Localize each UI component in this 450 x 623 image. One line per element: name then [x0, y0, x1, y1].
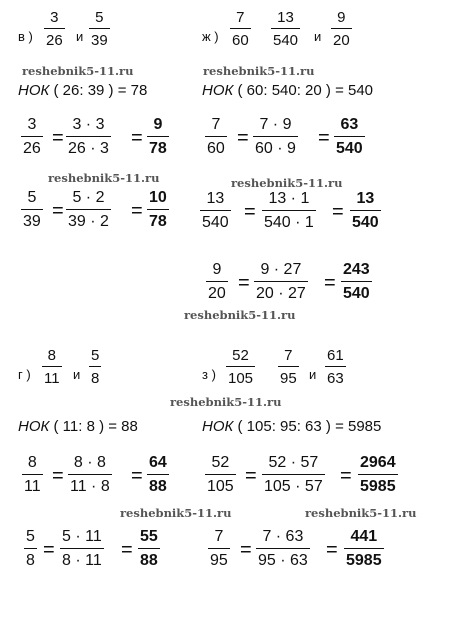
denominator: 540	[343, 285, 370, 302]
problem-g-lcm	[18, 419, 138, 434]
problem-g-row2-fraction-a	[24, 529, 37, 569]
watermark: reshebnik5-11.ru	[203, 64, 315, 78]
numerator: 5	[27, 189, 37, 206]
equals-sign: =	[131, 200, 143, 222]
problem-z-row2-fraction-b	[256, 529, 310, 569]
denominator: 540	[273, 32, 299, 49]
problem-z-fraction-1	[226, 348, 255, 386]
problem-g-row1-fraction-result	[147, 455, 169, 495]
equals-sign: =	[52, 465, 64, 487]
problem-zh-label: ж )	[202, 29, 219, 44]
numerator: 8 · 8	[73, 454, 106, 471]
equals-sign: =	[240, 539, 252, 561]
lcm-expression: ( 60: 540: 20 ) = 540	[233, 82, 374, 99]
denominator: 26	[46, 32, 63, 49]
equals-sign: =	[245, 465, 257, 487]
problem-z-row2-fraction-result	[344, 529, 384, 569]
numerator: 3 · 3	[72, 116, 105, 133]
problem-zh-lcm	[202, 83, 373, 98]
problem-g-row2-fraction-result	[138, 529, 160, 569]
denominator: 88	[149, 478, 167, 495]
problem-g-row1-fraction-a	[22, 455, 43, 495]
equals-sign: =	[244, 201, 256, 223]
numerator: 10	[149, 189, 167, 206]
equals-sign: =	[121, 539, 133, 561]
numerator: 64	[149, 454, 167, 471]
lcm-expression: ( 105: 95: 63 ) = 5985	[233, 418, 382, 435]
problem-z-lcm	[202, 419, 381, 434]
denominator: 105 · 57	[264, 478, 323, 495]
watermark: reshebnik5-11.ru	[22, 64, 134, 78]
problem-z-row2-fraction-a	[208, 529, 230, 569]
problem-z-fraction-2	[278, 348, 299, 386]
numerator: 7	[236, 9, 245, 26]
problem-zh-row1-fraction-result	[334, 117, 365, 157]
problem-g-row1-fraction-b	[68, 455, 112, 495]
numerator: 13	[356, 190, 375, 207]
problem-z-row1-fraction-b	[262, 455, 325, 495]
problem-zh-row2-fraction-result	[350, 191, 381, 231]
denominator: 5985	[360, 478, 396, 495]
denominator: 11	[24, 478, 41, 495]
equals-sign: =	[318, 127, 330, 149]
denominator: 20	[333, 32, 350, 49]
numerator: 7 · 63	[262, 528, 304, 545]
problem-v-row1-fraction-b	[66, 117, 111, 157]
problem-zh-fraction-3	[331, 10, 352, 48]
denominator: 105	[228, 370, 254, 387]
denominator: 26 · 3	[68, 140, 109, 157]
numerator: 3	[27, 116, 37, 133]
watermark: reshebnik5-11.ru	[120, 506, 232, 520]
problem-g-label: г )	[18, 367, 31, 382]
problem-zh-conjunction: и	[314, 29, 322, 44]
numerator: 7	[214, 528, 224, 545]
denominator: 8	[91, 370, 100, 387]
problem-zh-row3-fraction-b	[254, 262, 308, 302]
problem-zh-row2-fraction-b	[262, 191, 316, 231]
problem-v-fraction-1	[44, 10, 65, 48]
problem-v-row2-fraction-b	[66, 190, 111, 230]
problem-zh-row3-fraction-a	[206, 262, 228, 302]
lcm-expression: ( 11: 8 ) = 88	[49, 418, 138, 435]
lcm-expression: ( 26: 39 ) = 78	[49, 82, 148, 99]
numerator: 9 · 27	[260, 261, 302, 278]
problem-g-fraction-1	[42, 348, 62, 386]
watermark: reshebnik5-11.ru	[231, 176, 343, 190]
denominator: 39	[91, 32, 108, 49]
problem-g-conjunction: и	[73, 367, 81, 382]
denominator: 20 · 27	[256, 285, 306, 302]
problem-z-row1-fraction-a	[205, 455, 236, 495]
watermark: reshebnik5-11.ru	[48, 171, 160, 185]
problem-v-conjunction: и	[76, 29, 84, 44]
denominator: 95 · 63	[258, 552, 308, 569]
equals-sign: =	[131, 127, 143, 149]
equals-sign: =	[238, 272, 250, 294]
problem-z-conjunction: и	[309, 367, 317, 382]
denominator: 8 · 11	[62, 552, 102, 569]
numerator: 55	[140, 528, 158, 545]
numerator: 9	[337, 9, 346, 26]
numerator: 5 · 2	[72, 189, 105, 206]
problem-v-row1-fraction-a	[21, 117, 43, 157]
equals-sign: =	[43, 539, 55, 561]
problem-v-lcm	[18, 83, 147, 98]
denominator: 95	[210, 552, 228, 569]
problem-zh-fraction-1	[230, 10, 251, 48]
equals-sign: =	[52, 200, 64, 222]
denominator: 540 · 1	[264, 214, 314, 231]
numerator: 5	[26, 528, 35, 545]
problem-v-fraction-2	[89, 10, 110, 48]
problem-z-fraction-3	[325, 348, 346, 386]
lcm-prefix: НОК	[202, 82, 234, 99]
problem-v-row2-fraction-result	[147, 190, 169, 230]
numerator: 7	[284, 347, 293, 364]
watermark: reshebnik5-11.ru	[170, 395, 282, 409]
equals-sign: =	[326, 539, 338, 561]
problem-zh-row3-fraction-result	[341, 262, 372, 302]
problem-v-row2-fraction-a	[21, 190, 43, 230]
watermark: reshebnik5-11.ru	[184, 308, 296, 322]
denominator: 60 · 9	[255, 140, 296, 157]
problem-zh-fraction-2	[271, 10, 300, 48]
denominator: 78	[149, 213, 167, 230]
lcm-prefix: НОК	[202, 418, 234, 435]
problem-g-row2-fraction-b	[60, 529, 104, 569]
denominator: 39	[23, 213, 41, 230]
equals-sign: =	[332, 201, 344, 223]
numerator: 8	[27, 454, 37, 471]
problem-z-row1-fraction-result	[358, 455, 398, 495]
numerator: 52	[232, 347, 249, 364]
problem-z-label: з )	[202, 367, 216, 382]
denominator: 540	[202, 214, 229, 231]
denominator: 8	[26, 552, 35, 569]
lcm-prefix: НОК	[18, 82, 50, 99]
watermark: reshebnik5-11.ru	[305, 506, 417, 520]
problem-zh-row1-fraction-a	[205, 117, 227, 157]
numerator: 9	[212, 261, 222, 278]
denominator: 11 · 8	[70, 478, 110, 495]
denominator: 78	[149, 140, 167, 157]
denominator: 105	[207, 478, 234, 495]
denominator: 39 · 2	[68, 213, 109, 230]
numerator: 8	[47, 347, 56, 364]
problem-zh-row2-fraction-a	[200, 191, 231, 231]
lcm-prefix: НОК	[18, 418, 50, 435]
numerator: 441	[350, 528, 378, 545]
denominator: 11	[44, 370, 60, 387]
denominator: 88	[140, 552, 158, 569]
equals-sign: =	[52, 127, 64, 149]
denominator: 63	[327, 370, 344, 387]
numerator: 2964	[360, 454, 396, 471]
numerator: 243	[343, 261, 370, 278]
denominator: 26	[23, 140, 41, 157]
numerator: 7	[211, 116, 221, 133]
numerator: 5	[95, 9, 104, 26]
numerator: 9	[153, 116, 163, 133]
denominator: 5985	[346, 552, 382, 569]
problem-zh-row1-fraction-b	[253, 117, 298, 157]
problem-g-fraction-2	[89, 348, 101, 386]
denominator: 20	[208, 285, 226, 302]
equals-sign: =	[131, 465, 143, 487]
denominator: 540	[336, 140, 363, 157]
denominator: 60	[207, 140, 225, 157]
denominator: 95	[280, 370, 297, 387]
numerator: 13	[277, 9, 294, 26]
numerator: 52 · 57	[268, 454, 319, 471]
numerator: 3	[50, 9, 59, 26]
equals-sign: =	[340, 465, 352, 487]
problem-v-row1-fraction-result	[147, 117, 169, 157]
denominator: 540	[352, 214, 379, 231]
numerator: 13 · 1	[268, 190, 310, 207]
denominator: 60	[232, 32, 249, 49]
numerator: 61	[327, 347, 344, 364]
equals-sign: =	[324, 272, 336, 294]
numerator: 52	[211, 454, 230, 471]
numerator: 5	[91, 347, 100, 364]
numerator: 7 · 9	[259, 116, 292, 133]
problem-v-label: в )	[18, 29, 33, 44]
numerator: 5 · 11	[62, 528, 102, 545]
numerator: 63	[340, 116, 359, 133]
equals-sign: =	[237, 127, 249, 149]
numerator: 13	[206, 190, 225, 207]
